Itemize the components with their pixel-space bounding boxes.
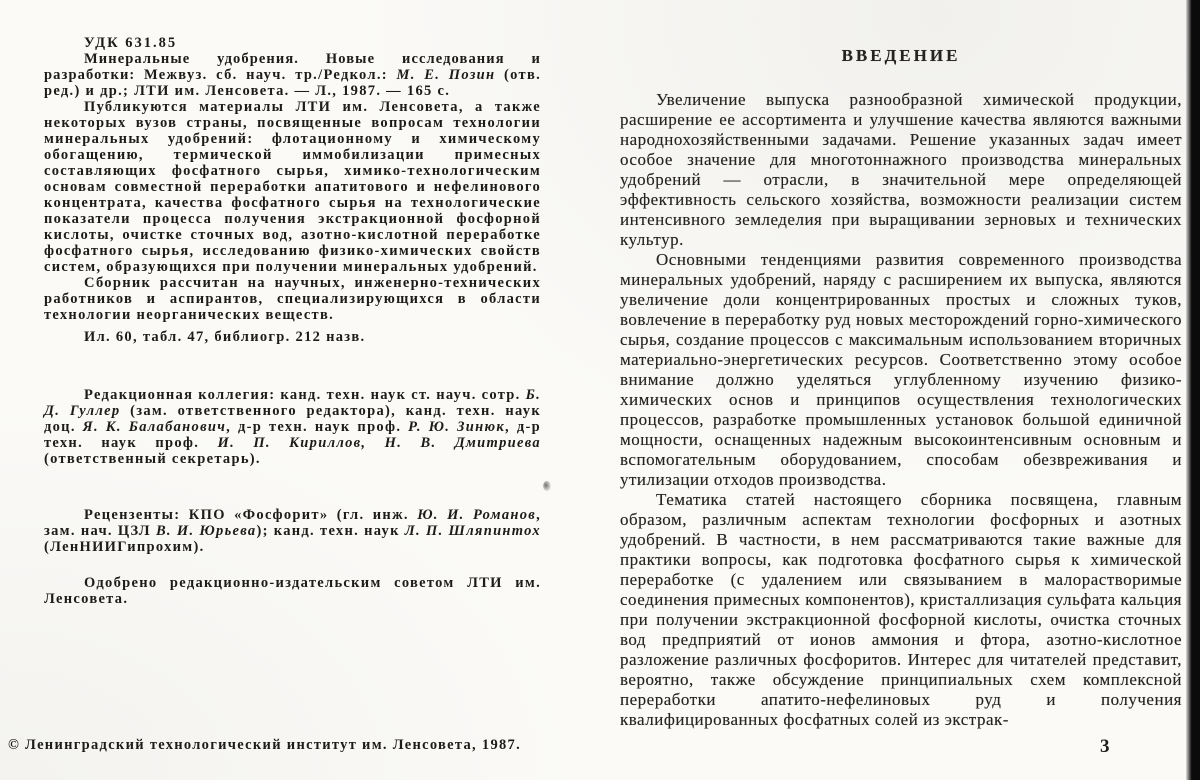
text-segment: Редакционная коллегия: канд. техн. наук ст. науч. сотр. — [84, 387, 526, 403]
stats-line: Ил. 60, табл. 47, библиогр. 212 назв. — [84, 329, 366, 345]
intro-paragraph-3: Тематика статей настоящего сборника посвящена, главным образом, различным аспектам технологии фосфорных и азотных удобрений. В частности, в нем рассматриваются такие важные для практики вопросы, как подготовка фосфатного сырья к химической переработке (с удалением или связыванием в малорастворимые соединения примесных компонентов), кристаллизация сульфата кальция при получении экстракционной фосфорной кислоты, очистка сточных вод предприятий от ионов аммония и фтора, азотно-кислотное разложение различных фосфоритов. Интерес для читателей представит, вероятно, также обсуждение принципиальных схем комплексной переработки апатито-нефелиновых руд и получения квалифицированных фосфатных солей из экстрак- — [620, 490, 1182, 729]
text-segment: Л. П. Шляпинтох — [404, 523, 541, 539]
text-segment: , д-р техн. наук проф. — [226, 419, 409, 435]
reviewers-paragraph — [44, 507, 541, 555]
right-page — [620, 46, 1182, 730]
audience-paragraph: Сборник рассчитан на научных, инженерно-технических работников и аспирантов, специализирующихся в области технологии неорганических веществ. — [44, 275, 541, 323]
copyright-line: © Ленинградский технологический институт им. Ленсовета, 1987. — [8, 736, 522, 753]
scan-edge-black-bar — [1186, 0, 1200, 780]
text-segment: , зам. нач. ЦЗЛ — [44, 507, 541, 539]
text-segment: Б. Д. Гуллер — [44, 387, 541, 419]
text-segment: Минеральные удобрения. Новые исследования и разработки: — [44, 51, 541, 83]
scan-speck — [542, 480, 552, 492]
intro-paragraph-1: Увеличение выпуска разнообразной химической продукции, расширение ее ассортимента и улучшение качества являются важными народнохозяйственными задачами. Решение указанных задач имеет особое значение для многотоннажного производства минеральных удобрений — отрасли, в значительной мере определяющей эффективность сельского хозяйства, возможности реализации систем интенсивного земледелия при выращивании зерновых и технических культур. — [620, 90, 1182, 249]
udc-code: УДК 631.85 — [84, 35, 178, 51]
text-segment: Я. К. Балабанович — [82, 419, 227, 435]
text-segment: (зам. ответственного редактора), канд. техн. наук доц. — [44, 403, 541, 435]
text-segment: (ответственный секретарь). — [44, 451, 261, 467]
intro-paragraph-2: Основными тенденциями развития современного производства минеральных удобрений, наряду с расширением их выпуска, являются увеличение доли концентрированных простых и сложных туков, вовлечение в переработку руд новых месторождений горно-химического сырья, создание процессов с максимальным использованием вторичных материально-энергетических ресурсов. Соответственно этому особое внимание должно уделяться углубленному изучению физико-химических основ и принципов осуществления технологических процессов, разработке промышленных установок большой единичной мощности, оснащенных надежным высокоинтенсивным основным и вспомогательным оборудованием, способам обезвреживания и утилизации отходов производства. — [620, 250, 1182, 489]
bibliographic-citation — [44, 51, 541, 99]
left-page — [44, 35, 541, 607]
text-segment: (отв. ред.) и др.; ЛТИ им. Ленсовета. — Л., 1987. — 165 с. — [44, 67, 541, 99]
text-segment: Рецензенты: КПО «Фосфорит» (гл. инж. — [84, 507, 418, 523]
text-segment: И. П. Кириллов, Н. В. Дмитриева — [217, 435, 541, 451]
text-segment: Межвуз. сб. науч. тр./Редкол.: — [135, 67, 397, 83]
text-segment: М. Е. Позин — [396, 67, 496, 83]
text-segment: (ЛенНИИГипрохим). — [44, 539, 205, 555]
text-segment: ); канд. техн. наук — [256, 523, 405, 539]
introduction-heading: ВВЕДЕНИЕ — [841, 46, 961, 65]
page-number: 3 — [1100, 736, 1111, 757]
text-segment: Ю. И. Романов — [417, 507, 537, 523]
editorial-board-paragraph — [44, 387, 541, 467]
text-segment: В. И. Юрьева — [155, 523, 257, 539]
text-segment: , д-р техн. наук проф. — [44, 419, 541, 451]
approval-paragraph: Одобрено редакционно-издательским советом ЛТИ им. Ленсовета. — [44, 575, 541, 607]
text-segment: Р. Ю. Зинюк — [408, 419, 506, 435]
abstract-paragraph: Публикуются материалы ЛТИ им. Ленсовета, а также некоторых вузов страны, посвященные вопросам технологии минеральных удобрений: флотационному и химическому обогащению, термической иммобилизации примесных составляющих фосфатного сырья, химико-технологическим основам совместной переработки апатитового и нефелинового концентрата, качества фосфатного сырья на технологические показатели процесса получения экстракционной фосфорной кислоты, очистке сточных вод, азотно-кислотной переработке фосфатного сырья, исследованию физико-химических свойств систем, образующихся при получении минеральных удобрений. — [44, 99, 541, 275]
